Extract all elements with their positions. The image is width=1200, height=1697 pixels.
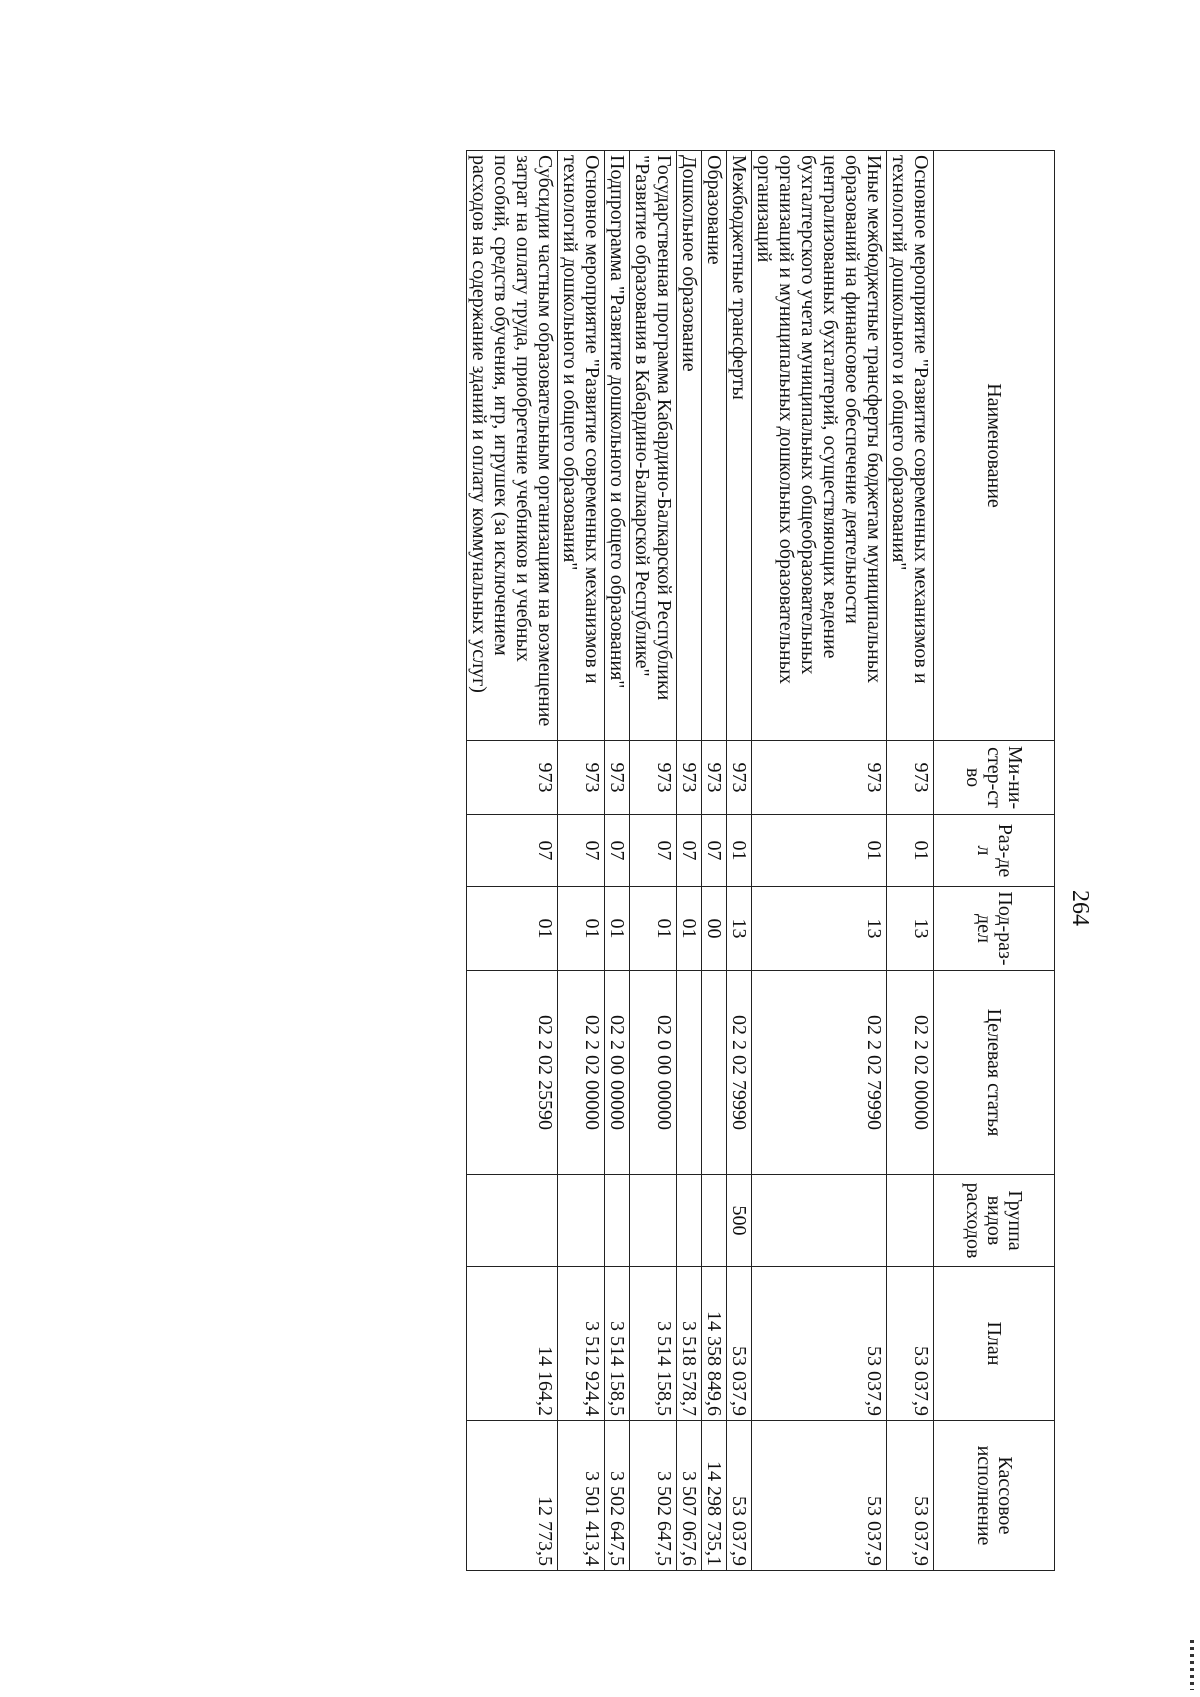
cell-ministry: 973 bbox=[752, 741, 887, 815]
cell-section: 07 bbox=[677, 815, 702, 887]
cell-plan: 3 518 578,7 bbox=[677, 1267, 702, 1421]
header-execution: Кассовое исполнение bbox=[934, 1421, 1055, 1571]
cell-subsection: 01 bbox=[630, 887, 677, 971]
cell-group bbox=[887, 1175, 934, 1267]
header-plan: План bbox=[934, 1267, 1055, 1421]
cell-ministry: 973 bbox=[677, 741, 702, 815]
cell-group bbox=[467, 1175, 558, 1267]
cell-execution: 53 037,9 bbox=[752, 1421, 887, 1571]
scan-edge-mark bbox=[1190, 1640, 1194, 1690]
cell-execution: 14 298 735,1 bbox=[702, 1421, 727, 1571]
cell-group bbox=[752, 1175, 887, 1267]
table-row bbox=[605, 151, 630, 1571]
cell-name: Дошкольное образование bbox=[677, 151, 702, 741]
cell-section: 07 bbox=[605, 815, 630, 887]
table-row bbox=[887, 151, 934, 1571]
cell-plan: 53 037,9 bbox=[752, 1267, 887, 1421]
cell-name: Иные межбюджетные трансферты бюджетам муниципальных образований на финансовое обеспечение деятельности централизованных бухгалтерий, осуществляющих ведение бухгалтерского учета муниципальных общеобразовательных организаций и муниципальных дошкольных образовательных организаций bbox=[752, 151, 887, 741]
header-subsection: Под-раз-дел bbox=[934, 887, 1055, 971]
cell-name: Основное мероприятие "Развитие современных механизмов и технологий дошкольного и общего образования" bbox=[558, 151, 605, 741]
cell-group bbox=[605, 1175, 630, 1267]
cell-name: Подпрограмма "Развитие дошкольного и общего образования" bbox=[605, 151, 630, 741]
cell-target: 02 2 02 79990 bbox=[727, 971, 752, 1175]
table-row bbox=[702, 151, 727, 1571]
cell-ministry: 973 bbox=[702, 741, 727, 815]
cell-target: 02 2 02 79990 bbox=[752, 971, 887, 1175]
cell-execution: 53 037,9 bbox=[727, 1421, 752, 1571]
cell-section: 07 bbox=[702, 815, 727, 887]
cell-target bbox=[677, 971, 702, 1175]
cell-target: 02 2 02 00000 bbox=[887, 971, 934, 1175]
cell-ministry: 973 bbox=[558, 741, 605, 815]
cell-execution: 3 502 647,5 bbox=[630, 1421, 677, 1571]
cell-group bbox=[558, 1175, 605, 1267]
cell-plan: 3 512 924,4 bbox=[558, 1267, 605, 1421]
cell-execution: 3 501 413,4 bbox=[558, 1421, 605, 1571]
table-row bbox=[727, 151, 752, 1571]
cell-section: 07 bbox=[467, 815, 558, 887]
cell-group bbox=[677, 1175, 702, 1267]
cell-subsection: 01 bbox=[677, 887, 702, 971]
cell-plan: 53 037,9 bbox=[887, 1267, 934, 1421]
table-row bbox=[752, 151, 887, 1571]
cell-subsection: 01 bbox=[605, 887, 630, 971]
cell-plan: 3 514 158,5 bbox=[630, 1267, 677, 1421]
cell-subsection: 00 bbox=[702, 887, 727, 971]
cell-name: Основное мероприятие "Развитие современных механизмов и технологий дошкольного и общего образования" bbox=[887, 151, 934, 741]
cell-group bbox=[702, 1175, 727, 1267]
cell-target bbox=[702, 971, 727, 1175]
cell-name: Образование bbox=[702, 151, 727, 741]
header-ministry: Ми-ни-стер-ство bbox=[934, 741, 1055, 815]
table-row bbox=[630, 151, 677, 1571]
cell-section: 01 bbox=[887, 815, 934, 887]
cell-section: 01 bbox=[752, 815, 887, 887]
cell-name: Субсидии частным образовательным организациям на возмещение затрат на оплату труда, приобретение учебников и учебных пособий, средств обучения, игр, игрушек (за исключением расходов на содержание зданий и оплату коммунальных услуг) bbox=[467, 151, 558, 741]
header-section: Раз-дел bbox=[934, 815, 1055, 887]
table-row bbox=[467, 151, 558, 1571]
cell-plan: 14 164,2 bbox=[467, 1267, 558, 1421]
cell-execution: 53 037,9 bbox=[887, 1421, 934, 1571]
cell-subsection: 13 bbox=[727, 887, 752, 971]
cell-ministry: 973 bbox=[467, 741, 558, 815]
table-header-row bbox=[934, 151, 1055, 1571]
header-target: Целевая статья bbox=[934, 971, 1055, 1175]
header-name: Наименование bbox=[934, 151, 1055, 741]
cell-plan: 53 037,9 bbox=[727, 1267, 752, 1421]
budget-table bbox=[466, 150, 1055, 1571]
cell-execution: 3 507 067,6 bbox=[677, 1421, 702, 1571]
cell-execution: 3 502 647,5 bbox=[605, 1421, 630, 1571]
cell-plan: 3 514 158,5 bbox=[605, 1267, 630, 1421]
cell-target: 02 2 02 00000 bbox=[558, 971, 605, 1175]
cell-name: Государственная программа Кабардино-Балкарской Республики "Развитие образования в Кабардино-Балкарской Республике" bbox=[630, 151, 677, 741]
cell-target: 02 2 00 00000 bbox=[605, 971, 630, 1175]
cell-ministry: 973 bbox=[605, 741, 630, 815]
cell-target: 02 2 02 25590 bbox=[467, 971, 558, 1175]
cell-subsection: 13 bbox=[887, 887, 934, 971]
cell-group bbox=[630, 1175, 677, 1267]
cell-target: 02 0 00 00000 bbox=[630, 971, 677, 1175]
table-row bbox=[677, 151, 702, 1571]
header-group: Группа видов расходов bbox=[934, 1175, 1055, 1267]
cell-subsection: 01 bbox=[558, 887, 605, 971]
cell-ministry: 973 bbox=[727, 741, 752, 815]
cell-ministry: 973 bbox=[630, 741, 677, 815]
cell-plan: 14 358 849,6 bbox=[702, 1267, 727, 1421]
cell-section: 07 bbox=[630, 815, 677, 887]
cell-group: 500 bbox=[727, 1175, 752, 1267]
cell-subsection: 13 bbox=[752, 887, 887, 971]
table-row bbox=[558, 151, 605, 1571]
cell-section: 07 bbox=[558, 815, 605, 887]
cell-execution: 12 773,5 bbox=[467, 1421, 558, 1571]
cell-section: 01 bbox=[727, 815, 752, 887]
cell-name: Межбюджетные трансферты bbox=[727, 151, 752, 741]
page-number: 264 bbox=[1067, 890, 1093, 926]
cell-subsection: 01 bbox=[467, 887, 558, 971]
cell-ministry: 973 bbox=[887, 741, 934, 815]
rotated-table-container bbox=[125, 150, 1055, 1570]
